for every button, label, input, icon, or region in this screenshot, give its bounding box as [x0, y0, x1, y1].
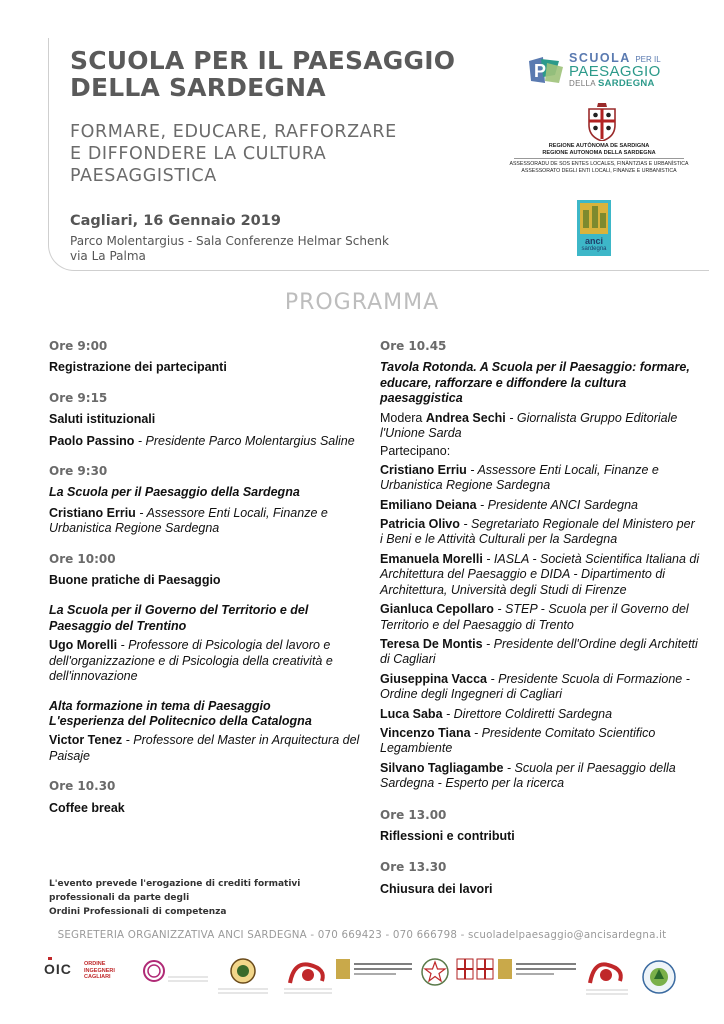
collegio-agrari-logo [214, 957, 272, 997]
anci-sardegna-logo: anci sardegna [577, 200, 611, 256]
session-10-45 [380, 339, 700, 792]
participant: Giuseppina Vacca - Presidente Scuola di Formazione - Ordine degli Ingegneri di Cagliari [380, 671, 690, 702]
session-13-30 [380, 860, 700, 897]
oic-ingegneri-logo: OIC ORDINE INGEGNERI CAGLIARI [44, 957, 126, 997]
session-time: Ore 9:15 [49, 390, 108, 405]
participant: Teresa De Montis - Presidente dell'Ordine degli Architetti di Cagliari [380, 636, 698, 667]
moderator: Modera Andrea Sechi - Giornalista Gruppo Editoriale l'Unione Sarda [380, 410, 678, 441]
session-9-15 [49, 391, 369, 449]
session-title: Registrazione dei partecipanti [49, 360, 227, 375]
collegio-agrari-emblem-icon [214, 957, 272, 997]
participant: Emanuela Morelli - IASLA - Società Scientifica Italiana di Architettura del Paesaggio e DIDA - Dipartimento di Architettura, Università degli Studi di Firenze [380, 551, 700, 597]
scuola-paesaggio-logo: P SCUOLA PER IL PAESAGGIO DELLA SARDEGNA [525, 51, 700, 89]
programme-left-column [49, 339, 369, 816]
participant: Silvano Tagliagambe - Scuola per il Paesaggio della Sardegna - Esperto per la ricerca [380, 760, 676, 791]
repubblica-emblem-logo [420, 957, 450, 997]
session-9-30 [49, 464, 369, 537]
session-title: La Scuola per il Paesaggio della Sardegna [49, 485, 300, 500]
regione-crests-icon [456, 957, 496, 981]
session-10-30 [49, 779, 369, 816]
collegio-geometri-cagliari-logo [498, 957, 578, 997]
participant: Emiliano Deiana - Presidente ANCI Sardegna [380, 497, 638, 512]
session-title: Chiusura dei lavori [380, 881, 493, 896]
speaker: Victor Tenez - Professore del Master in Arquitectura del Paisaje [49, 733, 360, 763]
geometri-cagliari-emblem-icon [498, 957, 578, 981]
session-time: Ore 10.45 [380, 339, 447, 353]
talk-title: Alta formazione in tema di Paesaggio [49, 698, 271, 713]
session-10-00 [49, 552, 369, 764]
collegio-geometri-nuoro-logo [336, 957, 414, 997]
session-time: Ore 13.30 [380, 860, 447, 875]
event-venue: Parco Molentargius - Sala Conferenze Helmar Schenk [70, 234, 389, 248]
participant: Luca Saba - Direttore Coldiretti Sardegna [380, 706, 613, 721]
session-title: Riflessioni e contributi [380, 828, 515, 843]
footer-contact: SEGRETERIA ORGANIZZATIVA ANCI SARDEGNA - 070 669423 - 070 666798 - scuoladelpaesaggio@ancisardegna.it [57, 929, 667, 941]
speaker: Ugo Morelli - Professore di Psicologia del lavoro e dell'organizzazione e di Psicologia della creatività e dell'innovazione [49, 638, 333, 684]
regione-crest-icon [586, 103, 618, 141]
session-time: Ore 9:00 [49, 339, 108, 353]
session-time: Ore 9:30 [49, 464, 108, 479]
periti-emblem-icon [282, 957, 334, 997]
talk-title: L'esperienza del Politecnico della Catalogna [49, 713, 312, 728]
session-9-00 [49, 339, 369, 376]
speaker: Paolo Passino - Presidente Parco Molentargius Saline [49, 433, 355, 448]
agronomi-forestali-logo [634, 957, 684, 997]
regione-sardegna-logo: REGIONE AUTÒNOMA DE SARDIGNA REGIONE AUTONOMA DELLA SARDEGNA ASSESSORADU DE SOS ENTES LOCALES, FINÀNTZIAS E URBANÌSTICA ASSESSORATO DEGLI ENTI LOCALI, FINANZE E URBANISTICA [504, 103, 704, 183]
credits-footnote: L'evento prevede l'erogazione di crediti formativi professionali da parte degli Ordini Professionali di competenza [49, 879, 301, 917]
geometri-nuoro-emblem-icon [336, 957, 414, 981]
programme-right-column [380, 339, 700, 897]
event-street: via La Palma [70, 249, 146, 263]
periti-cagliari-emblem-icon [584, 957, 630, 997]
agronomi-emblem-icon [634, 957, 684, 997]
scuola-logo-mark-icon [525, 55, 565, 85]
session-title: Buone pratiche di Paesaggio [49, 573, 221, 588]
regione-crests-logo [456, 957, 496, 997]
participant: Vincenzo Tiana - Presidente Comitato Scientifico Legambiente [380, 725, 656, 756]
event-date: Cagliari, 16 Gennaio 2019 [70, 213, 281, 229]
participant: Cristiano Erriu - Assessore Enti Locali, Finanze e Urbanistica Regione Sardegna [380, 462, 659, 493]
periti-industriali-cagliari-logo [584, 957, 630, 997]
session-time: Ore 10.30 [49, 779, 116, 794]
session-time: Ore 13.00 [380, 807, 447, 822]
programma-heading: PROGRAMMA [284, 290, 440, 315]
session-title: Tavola Rotonda. A Scuola per il Paesaggio: formare, educare, rafforzare e diffondere la cultura paesaggistica [380, 360, 690, 406]
svg-text:P: P [534, 61, 547, 81]
speaker: Cristiano Erriu - Assessore Enti Locali, Finanze e Urbanistica Regione Sardegna [49, 505, 328, 536]
page-subtitle: FORMARE, EDUCARE, RAFFORZARE E DIFFONDERE LA CULTURA PAESAGGISTICA [70, 122, 397, 186]
participants-list [380, 463, 700, 792]
session-title: Saluti istituzionali [49, 412, 156, 427]
participant: Patricia Olivo - Segretariato Regionale del Ministero per i Beni e le Attività Culturali per la Sardegna [380, 517, 695, 547]
repubblica-star-icon [420, 957, 450, 987]
participant: Gianluca Cepollaro - STEP - Scuola per il Governo del Territorio e del Paesaggio di Trento [380, 602, 689, 632]
session-time: Ore 10:00 [49, 551, 116, 566]
participants-label: Partecipano: [380, 444, 451, 459]
ordine-architetti-logo [140, 957, 210, 997]
page-title: SCUOLA PER IL PAESAGGIO DELLA SARDEGNA [70, 46, 456, 102]
periti-industriali-oristano-logo [282, 957, 334, 997]
session-title: Coffee break [49, 800, 125, 815]
session-13-00 [380, 808, 700, 845]
talk-title: La Scuola per il Governo del Territorio e del Paesaggio del Trentino [49, 603, 309, 633]
architetti-emblem-icon [140, 957, 210, 987]
